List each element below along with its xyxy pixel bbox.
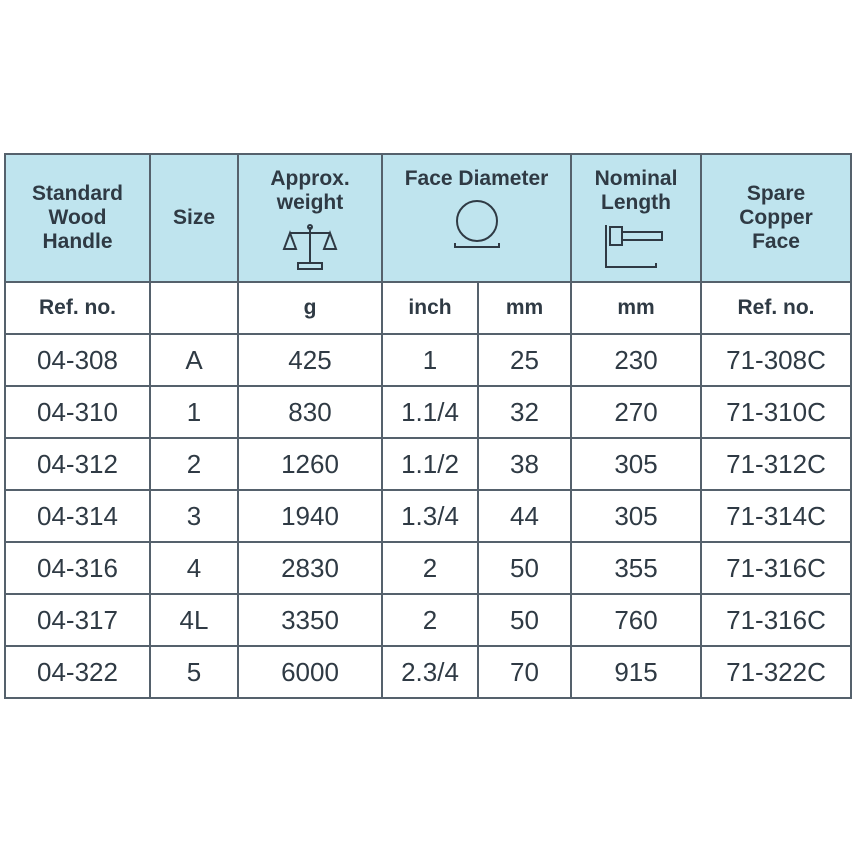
cell-size: A [150,334,238,386]
cell-size: 3 [150,490,238,542]
table-row [5,438,851,490]
hammer-spec-table [4,153,852,699]
col-spare-face-header: Spare Copper Face [701,154,851,282]
cell-spare-ref: 71-312C [701,438,851,490]
cell-mm: 70 [478,646,571,698]
cell-handle-ref: 04-316 [5,542,150,594]
table-row [5,594,851,646]
cell-inch: 2 [382,594,478,646]
cell-weight: 830 [238,386,382,438]
cell-inch: 1.1/2 [382,438,478,490]
col-face-diameter-header: Face Diameter [382,154,571,282]
cell-inch: 2.3/4 [382,646,478,698]
cell-handle-ref: 04-308 [5,334,150,386]
scale-icon [282,223,338,271]
cell-weight: 1260 [238,438,382,490]
cell-length: 915 [571,646,701,698]
table-row [5,386,851,438]
cell-size: 2 [150,438,238,490]
cell-handle-ref: 04-312 [5,438,150,490]
cell-inch: 1.1/4 [382,386,478,438]
cell-length: 760 [571,594,701,646]
cell-inch: 1.3/4 [382,490,478,542]
cell-mm: 25 [478,334,571,386]
cell-mm: 50 [478,594,571,646]
cell-handle-ref: 04-317 [5,594,150,646]
table-row [5,334,851,386]
cell-weight: 3350 [238,594,382,646]
cell-spare-ref: 71-316C [701,542,851,594]
cell-weight: 1940 [238,490,382,542]
cell-size: 1 [150,386,238,438]
table-row [5,542,851,594]
cell-size: 5 [150,646,238,698]
cell-mm: 38 [478,438,571,490]
cell-length: 270 [571,386,701,438]
sub-handle: Ref. no. [5,282,150,334]
cell-size: 4L [150,594,238,646]
sub-mm: mm [478,282,571,334]
cell-spare-ref: 71-310C [701,386,851,438]
cell-length: 305 [571,438,701,490]
col-handle-header: Standard Wood Handle [5,154,150,282]
sub-weight: g [238,282,382,334]
sub-spare: Ref. no. [701,282,851,334]
cell-length: 305 [571,490,701,542]
cell-mm: 32 [478,386,571,438]
circle-face-icon [437,199,517,251]
cell-spare-ref: 71-322C [701,646,851,698]
cell-mm: 50 [478,542,571,594]
cell-mm: 44 [478,490,571,542]
table-row [5,646,851,698]
sub-length: mm [571,282,701,334]
cell-spare-ref: 71-314C [701,490,851,542]
cell-inch: 2 [382,542,478,594]
hammer-length-icon [604,223,668,269]
units-row [5,282,851,334]
cell-handle-ref: 04-310 [5,386,150,438]
cell-size: 4 [150,542,238,594]
cell-spare-ref: 71-316C [701,594,851,646]
cell-handle-ref: 04-314 [5,490,150,542]
cell-length: 230 [571,334,701,386]
cell-length: 355 [571,542,701,594]
cell-weight: 425 [238,334,382,386]
cell-weight: 6000 [238,646,382,698]
cell-weight: 2830 [238,542,382,594]
cell-spare-ref: 71-308C [701,334,851,386]
cell-handle-ref: 04-322 [5,646,150,698]
sub-size [150,282,238,334]
table-row [5,490,851,542]
col-nominal-length-header: Nominal Length [571,154,701,282]
col-size-header: Size [150,154,238,282]
sub-inch: inch [382,282,478,334]
cell-inch: 1 [382,334,478,386]
col-weight-header: Approx. weight [238,154,382,282]
